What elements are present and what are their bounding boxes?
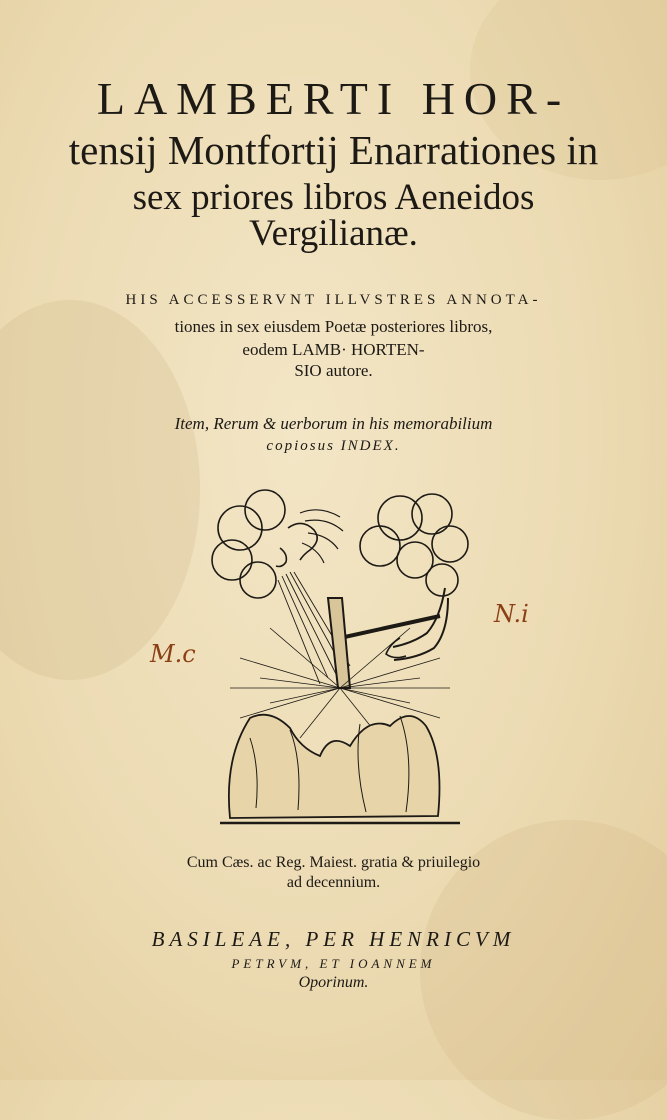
index-line-2: copiosus INDEX.: [266, 438, 401, 454]
subtitle-line-1: HIS ACCESSERVNT ILLVSTRES ANNOTA-: [125, 292, 542, 308]
arm-with-hammer: [328, 588, 448, 688]
subtitle-line-3: eodem LAMB· HORTEN-: [242, 340, 425, 359]
manuscript-annotation-left: M.c: [150, 640, 196, 668]
privilege-line-2: ad decennium.: [286, 874, 381, 891]
title-line-4: Vergilianæ.: [249, 213, 418, 254]
title-line-3: sex priores libros Aeneidos: [132, 177, 535, 218]
title-line-2: tensij Montfortij Enarrationes in: [68, 127, 599, 173]
printers-device-woodcut: [210, 488, 470, 828]
manuscript-annotation-right: N.i: [494, 600, 529, 628]
title-line-1: LAMBERTI HOR-: [96, 73, 571, 124]
subtitle-line-2: tiones in sex eiusdem Poetæ posteriores libros,: [174, 317, 493, 336]
imprint-line-2: PETRVM, ET IOANNEM: [231, 956, 436, 971]
imprint-line-3: Oporinum.: [298, 974, 369, 991]
privilege-line-1: Cum Cæs. ac Reg. Maiest. gratia & priuilegio: [186, 854, 481, 871]
subtitle-line-4: SIO autore.: [294, 361, 373, 380]
rock-base: [220, 715, 460, 823]
imprint-line-1: BASILEAE, PER HENRICVM: [151, 927, 516, 951]
wind-head-cloud: [212, 490, 343, 598]
right-cloud: [360, 494, 468, 596]
index-line-1: Item, Rerum & uerborum in his memorabilium: [174, 414, 493, 433]
